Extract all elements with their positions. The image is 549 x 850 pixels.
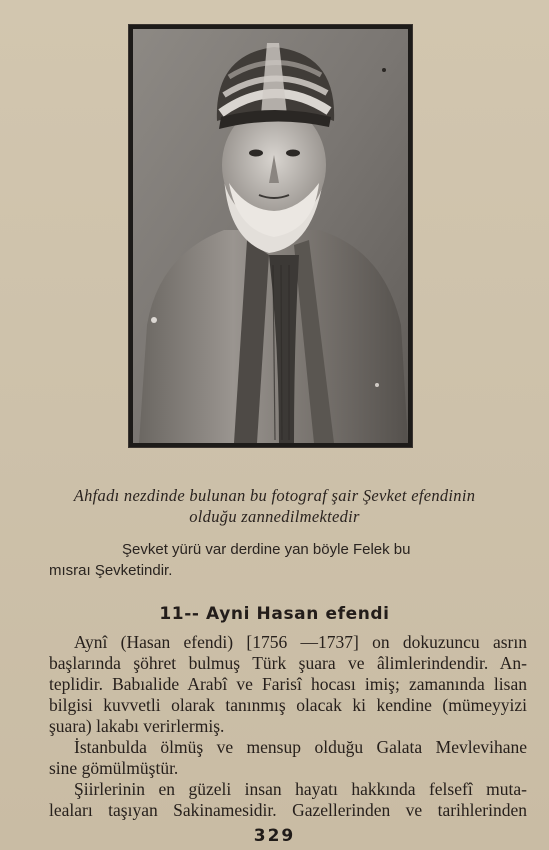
portrait-photo (129, 25, 412, 447)
page-number: 329 (253, 826, 296, 846)
body-line-5: şuara) lakabı verirlermiş. (49, 716, 225, 736)
photo-caption-line-1: Ahfadı nezdinde bulunan bu fotograf şair Şevket efendinin (73, 486, 476, 505)
body-line-8: Şiirlerinin en güzeli insan hayatı hakkında felsefî muta- (74, 779, 527, 799)
body-line-1: Aynî (Hasan efendi) [1756 —1737] on dokuzuncu asrın (74, 632, 527, 652)
verse-line-2: mısraı Şevketindir. (49, 562, 173, 579)
body-line-9: leaları taşıyan Sakinamesidir. Gazellerinden ve tarihlerinden (49, 800, 527, 820)
body-line-4: bilgisi kuvvetli olarak tanınmış olacak ki kendine (mümeyyizi (49, 695, 527, 715)
body-line-7: sine gömülmüştür. (49, 758, 179, 778)
body-line-3: teplidir. Babıalide Arabî ve Farisî hocası imiş; zamanında lisan (49, 674, 527, 694)
verse-line-1: Şevket yürü var derdine yan böyle Felek bu (122, 541, 411, 558)
body-line-6: İstanbulda ölmüş ve mensup olduğu Galata Mevlevihane (74, 737, 527, 757)
body-line-2: başlarında şöhret bulmuş Türk şuara ve âlimlerindendir. An- (49, 653, 527, 673)
photo-caption-line-2: olduğu zannedilmektedir (189, 507, 360, 526)
portrait-icon (129, 25, 412, 447)
section-heading: 11-- Ayni Hasan efendi (159, 604, 390, 624)
